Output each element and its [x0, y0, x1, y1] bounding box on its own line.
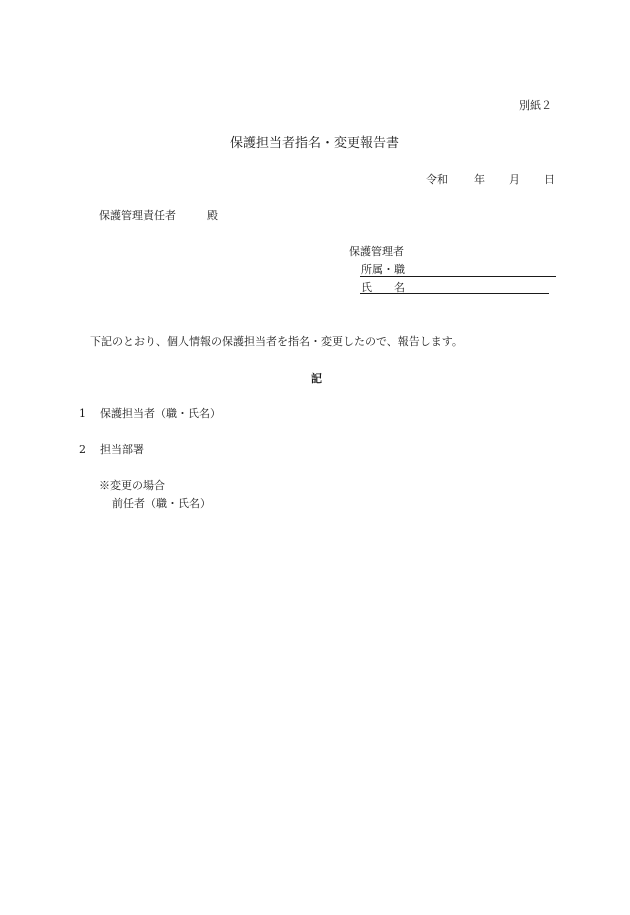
attachment-label: 別紙２ [519, 99, 552, 112]
addressee-name: 保護管理責任者 [99, 209, 176, 222]
date-day: 日 [544, 173, 555, 186]
name-underline [360, 293, 549, 294]
ki-heading: 記 [311, 372, 322, 385]
date-month: 月 [509, 173, 520, 186]
item-number: 1 [79, 407, 86, 420]
sender-role: 保護管理者 [349, 245, 404, 258]
affiliation-underline [360, 276, 556, 277]
body-text: 下記のとおり、個人情報の保護担当者を指名・変更したので、報告します。 [90, 335, 463, 348]
change-note-heading: ※変更の場合 [99, 479, 165, 492]
document-title: 保護担当者指名・変更報告書 [230, 136, 400, 151]
item-label: 保護担当者（職・氏名） [100, 407, 221, 420]
addressee-honorific: 殿 [207, 209, 218, 222]
date-year: 年 [474, 173, 485, 186]
affiliation-label: 所属・職 [361, 263, 405, 276]
item-number: 2 [79, 443, 86, 456]
change-note-detail: 前任者（職・氏名） [112, 497, 211, 510]
name-label: 氏 名 [361, 281, 405, 294]
item-label: 担当部署 [100, 443, 144, 456]
date-era: 令和 [426, 173, 448, 186]
